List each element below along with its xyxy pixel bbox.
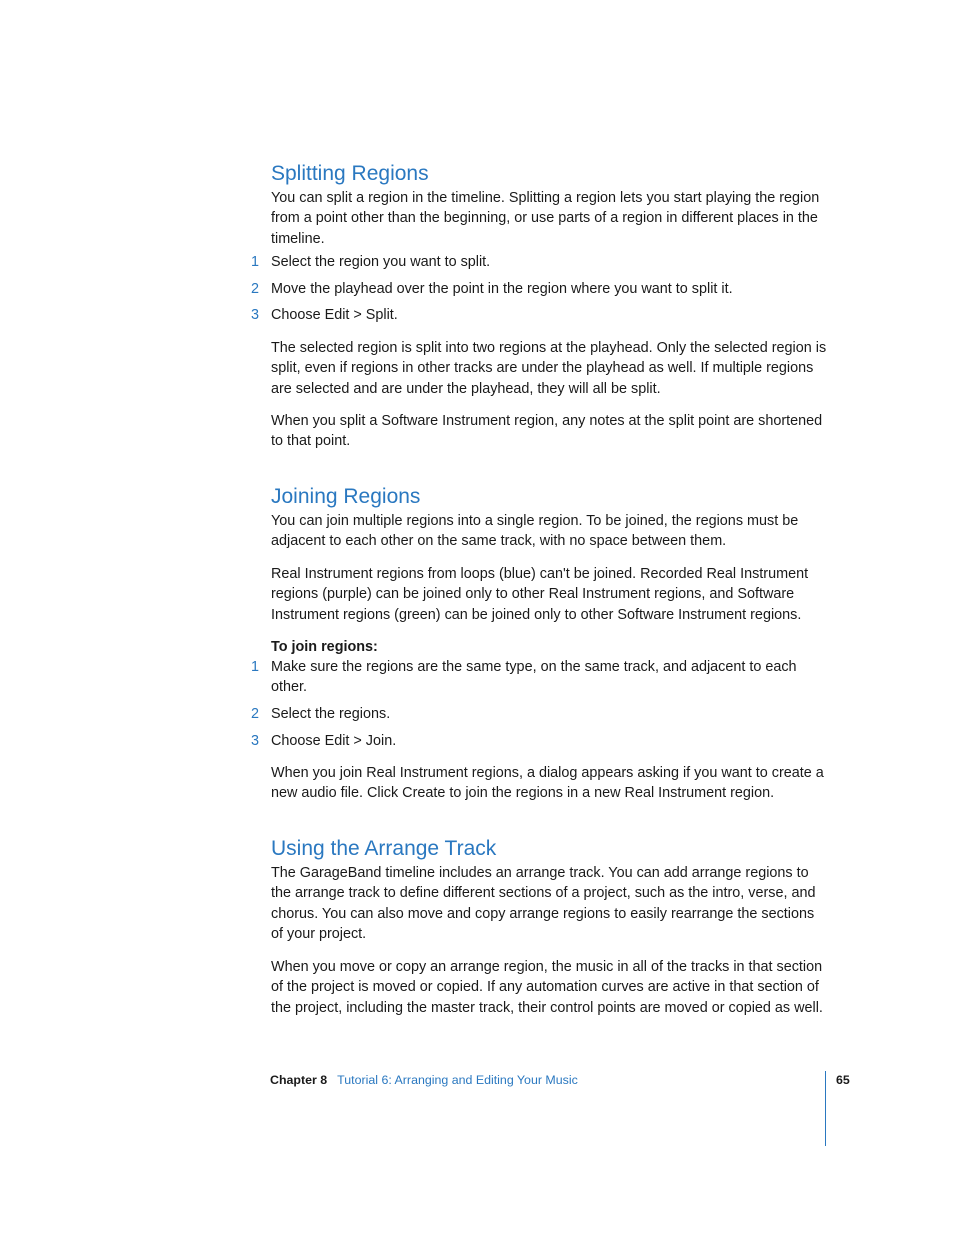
paragraph-joining-intro: You can join multiple regions into a single region. To be joined, the regions must be adjacent to each other on the same track, with no space between them. (271, 513, 799, 550)
paragraph-joining-types: Real Instrument regions from loops (blue) can't be joined. Recorded Real Instrument regions (purple) can be joined only to other Real Instrument regions, and Software Instrument regions (green) can be joined only to other Software Instrument regions. (271, 566, 809, 623)
footer-chapter: Chapter 8 (270, 1073, 328, 1087)
step-text: Select the regions. (271, 706, 391, 722)
step-text: Select the region you want to split. (271, 254, 491, 270)
page-number: 65 (836, 1073, 850, 1087)
paragraph-split-result: The selected region is split into two regions at the playhead. Only the selected region is split, even if regions in other tracks are under the playhead as well. If multiple regions are selected and are under the playhead, they will all be split. (271, 340, 827, 397)
step-number: 1 (251, 254, 260, 270)
paragraph-arrange-move: When you move or copy an arrange region, the music in all of the tracks in that section of the project is moved or copied. If any automation curves are active in that section of the project, including the master track, their control points are moved or copied as well. (271, 959, 823, 1016)
paragraph-splitting-intro: You can split a region in the timeline. Splitting a region lets you start playing the region from a point other than the beginning, or use parts of a region in different places in the timeline. (271, 190, 820, 247)
step-number: 2 (251, 706, 260, 722)
heading-joining-regions: Joining Regions (271, 485, 421, 508)
footer-divider (825, 1071, 826, 1146)
step-text: Make sure the regions are the same type, on the same track, and adjacent to each other. (271, 659, 797, 696)
procedure-lead: To join regions: (271, 639, 378, 655)
step-number: 2 (251, 281, 260, 297)
heading-using-arrange-track: Using the Arrange Track (271, 837, 497, 860)
heading-splitting-regions: Splitting Regions (271, 162, 429, 185)
step-text: Choose Edit > Split. (271, 307, 398, 323)
step-text: Choose Edit > Join. (271, 733, 397, 749)
step-number: 1 (251, 659, 260, 675)
footer-chapter-title: Tutorial 6: Arranging and Editing Your Music (337, 1073, 578, 1087)
step-number: 3 (251, 733, 260, 749)
step-text: Move the playhead over the point in the region where you want to split it. (271, 281, 733, 297)
paragraph-arrange-intro: The GarageBand timeline includes an arrange track. You can add arrange regions to the arrange track to define different sections of a project, such as the intro, verse, and chorus. You can also move and copy arrange regions to easily rearrange the sections of your project. (271, 865, 816, 942)
step-number: 3 (251, 307, 260, 323)
paragraph-split-software: When you split a Software Instrument region, any notes at the split point are shortened to that point. (271, 413, 823, 450)
paragraph-join-dialog: When you join Real Instrument regions, a dialog appears asking if you want to create a new audio file. Click Create to join the regions in a new Real Instrument region. (271, 765, 824, 802)
page-footer (270, 1072, 578, 1088)
